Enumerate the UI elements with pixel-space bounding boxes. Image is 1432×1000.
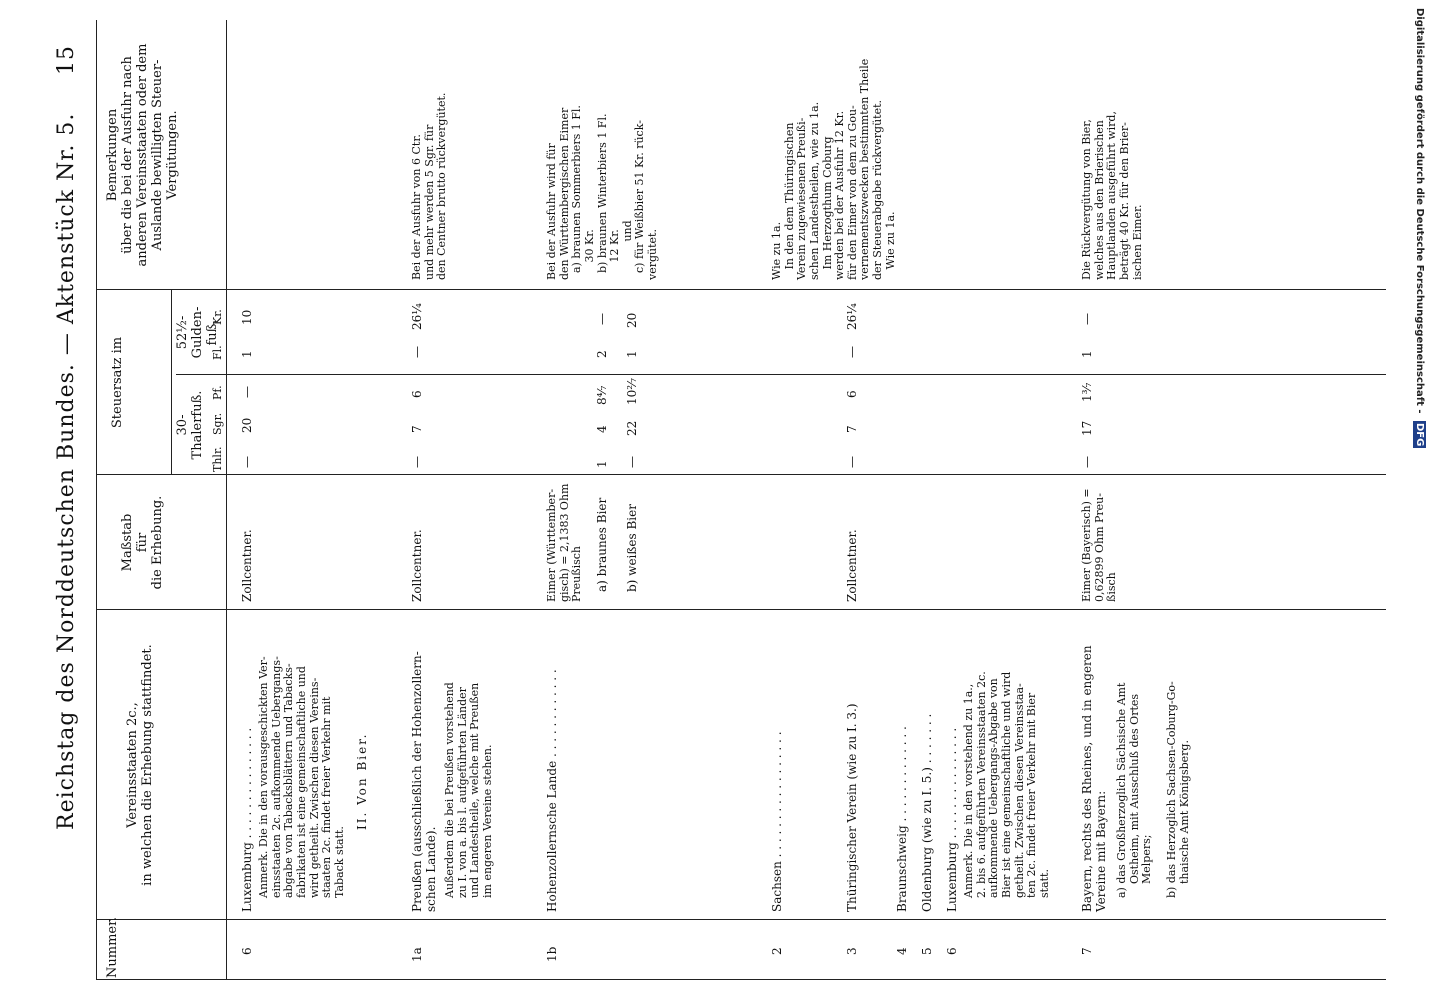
- row-note: Anmerk. Die in den vorausgeschickten Ver- einsstaaten 2c. aufkommende Uebergangs- abgabe von Tabacksblättern und Tabacks- fabrikaten ist eine gemeinschaftliche und wird getheilt. Zwischen diesen Vereins- staaten 2c. findet freier Verkehr mit Taback statt.: [257, 656, 346, 898]
- row-measure: Zollcentner.: [410, 529, 424, 602]
- row-remark: Bei der Ausfuhr von 6 Ctr. und mehr werden 5 Sgr. für den Centner brutto rückvergütet.: [410, 92, 449, 280]
- val-kr: —: [595, 313, 609, 325]
- val-thlr: —: [410, 456, 424, 468]
- row-number: 1a: [410, 947, 424, 962]
- row-remark: Die Rückvergütung von Bier, welches aus den Brierischen Hauptlanden ausgeführt wird, beträgt 40 Kr. für den Brier- ischen Eimer.: [1080, 111, 1144, 280]
- row-number: 5: [920, 947, 934, 955]
- header-top-rule: [96, 20, 97, 980]
- col-header-nummer: Nummer.: [105, 916, 120, 978]
- col-header-massstab: Maßstab für die Erhebung.: [120, 495, 165, 590]
- val-pf: 10²⁄₇: [625, 378, 639, 405]
- val-kr: —: [1080, 313, 1094, 325]
- row-remark: Wie zu 1a. In den dem Thüringischen Verein zugewiesenen Preußi- schen Landestheilen, wie zu 1a. Im Herzogthum Coburg werden bei der Ausfuhr 12 Kr. für den Eimer von dem zu Gou- vernementszwecken bestimmten Theile der Steuerabgabe rückvergütet. Wie zu 1a.: [770, 58, 897, 280]
- row-number: 7: [1080, 947, 1094, 955]
- row-number: 2: [770, 947, 784, 955]
- row-state: Thüringischer Verein (wie zu I. 3.): [845, 703, 859, 912]
- row-state: Braunschweig . . . . . . . . . . . . .: [895, 726, 909, 912]
- row-state: Hohenzollernsche Lande . . . . . . . . . . . .: [545, 669, 559, 912]
- col-divider-1: [96, 919, 1386, 920]
- val-sgr: 22: [625, 420, 639, 436]
- val-thlr: —: [1080, 456, 1094, 468]
- row-state: Bayern, rechts des Rheines, und in engeren Vereine mit Bayern:: [1080, 645, 1108, 912]
- row-measure: Eimer (Württember- gisch) = 2,1383 Ohm Preußisch: [545, 483, 584, 602]
- val-sgr: 17: [1080, 420, 1094, 436]
- col-header-staaten: Vereinsstaaten 2c., in welchen die Erhebung stattfindet.: [125, 644, 155, 886]
- dfg-logo: DFG: [1414, 422, 1425, 447]
- row-number: 1b: [545, 946, 559, 962]
- row-measure: Zollcentner.: [240, 529, 254, 602]
- val-sgr: 4: [595, 425, 609, 433]
- row-remark: Bei der Ausfuhr wird für den Württembergischen Eimer a) braunen Sommerbiers 1 Fl. 30 Kr. b) braunen Winterbiers 1 Fl. 12 Kr. und c) für Weißbier 51 Kr. rück- vergütet.: [545, 105, 660, 280]
- col-divider-3: [96, 474, 1386, 475]
- row-sub-a: a) das Großherzoglich Sächsische Amt Ostheim, mit Ausschluß des Ortes Melpers;: [1115, 682, 1154, 898]
- row-number: 3: [845, 947, 859, 955]
- val-pf: 6: [410, 390, 424, 398]
- col-divider-5: [96, 289, 1386, 290]
- digitization-text: Digitalisierung gefördert durch die Deutsche Forschungsgemeinschaft -: [1414, 8, 1425, 417]
- val-thlr: 1: [595, 460, 609, 468]
- row-number: 4: [895, 947, 909, 955]
- page-header-title: Reichstag des Norddeutschen Bundes. — Aktenstück Nr. 5.: [54, 112, 79, 830]
- val-pf: 6: [845, 390, 859, 398]
- unit-sgr: Sgr.: [211, 412, 224, 435]
- row-state: Oldenburg (wie zu I. 5.) . . . . . . .: [920, 713, 934, 912]
- row-sub-a: a) braunes Bier: [595, 497, 609, 592]
- row-measure: Eimer (Bayerisch) = 0,62899 Ohm Preu- ßisch: [1080, 488, 1119, 602]
- val-sgr: 7: [845, 425, 859, 433]
- val-pf: 1³⁄₇: [1080, 382, 1094, 402]
- col-divider-4: [176, 374, 1386, 375]
- val-fl: 1: [625, 350, 639, 358]
- row-sub-b: b) das Herzoglich Sachsen-Coburg-Go- thaische Amt Königsberg.: [1165, 681, 1191, 898]
- val-thlr: —: [845, 456, 859, 468]
- val-fl: —: [410, 346, 424, 358]
- row-measure: Zollcentner.: [845, 529, 859, 602]
- row-sub-b: b) weißes Bier: [625, 504, 639, 592]
- unit-pf: Pf.: [211, 385, 224, 400]
- row-note: Anmerk. Die in den vorstehend zu 1a., 2. bis 6. aufgeführten Vereinsstaaten 2c. aufkommende Uebergangs-Abgabe von Bier ist eine gemeinschaftliche und wird getheilt. Zwischen diesen Vereinsstaa- ten 2c. findet freier Verkehr mit Bier statt.: [962, 671, 1051, 898]
- val-pf: 8⁴⁄₇: [595, 385, 609, 405]
- steuersatz-rule: [171, 290, 172, 475]
- col-header-thaler: 30- Thalerfuß.: [175, 390, 205, 460]
- val-fl: —: [845, 346, 859, 358]
- header-bottom-rule: [226, 20, 227, 980]
- val-fl: 1: [240, 350, 254, 358]
- unit-fl: Fl.: [211, 345, 224, 360]
- col-header-bemerkungen: Bemerkungen über die bei der Ausfuhr nach anderen Vereinsstaaten oder dem Auslande bewilligten Steuer- Vergütungen.: [105, 43, 180, 267]
- val-kr: 20: [625, 312, 639, 328]
- val-kr: 26¼: [845, 303, 859, 330]
- val-fl: 2: [595, 350, 609, 358]
- col-divider-2: [96, 609, 1386, 610]
- val-thlr: —: [625, 456, 639, 468]
- val-sgr: 20: [240, 417, 254, 433]
- val-sgr: 7: [410, 425, 424, 433]
- digitization-credit: [1413, 8, 1426, 448]
- row-number: 6: [945, 947, 959, 955]
- page-number: 15: [54, 45, 79, 75]
- val-thlr: —: [240, 456, 254, 468]
- val-pf: —: [240, 386, 254, 398]
- row-state: Preußen (ausschließlich der Hohenzollern- schen Lande).: [410, 651, 438, 912]
- section-heading: II. Von Bier.: [355, 732, 369, 830]
- val-kr: 26¼: [410, 303, 424, 330]
- row-state: Luxemburg . . . . . . . . . . . . . . .: [240, 727, 254, 912]
- val-fl: 1: [1080, 350, 1094, 358]
- rotated-page: [26, 20, 1406, 980]
- row-note: Außerdem die bei Preußen vorstehend zu I. von a. bis l. aufgeführten Länder und Landestheile, welche mit Preußen im engeren Vereine stehen.: [443, 682, 494, 898]
- col-divider-0: [96, 979, 1386, 980]
- col-header-gulden: 52½- Gulden- fuß.: [175, 306, 220, 359]
- row-state: Luxemburg . . . . . . . . . . . . . . .: [945, 727, 959, 912]
- row-number: 6: [240, 947, 254, 955]
- col-header-steuersatz: Steuersatz im: [110, 336, 125, 429]
- val-kr: 10: [240, 309, 254, 325]
- row-state: Sachsen . . . . . . . . . . . . . . . . .: [770, 731, 784, 912]
- unit-kr: Kr.: [211, 309, 224, 325]
- unit-thlr: Thlr.: [211, 446, 224, 472]
